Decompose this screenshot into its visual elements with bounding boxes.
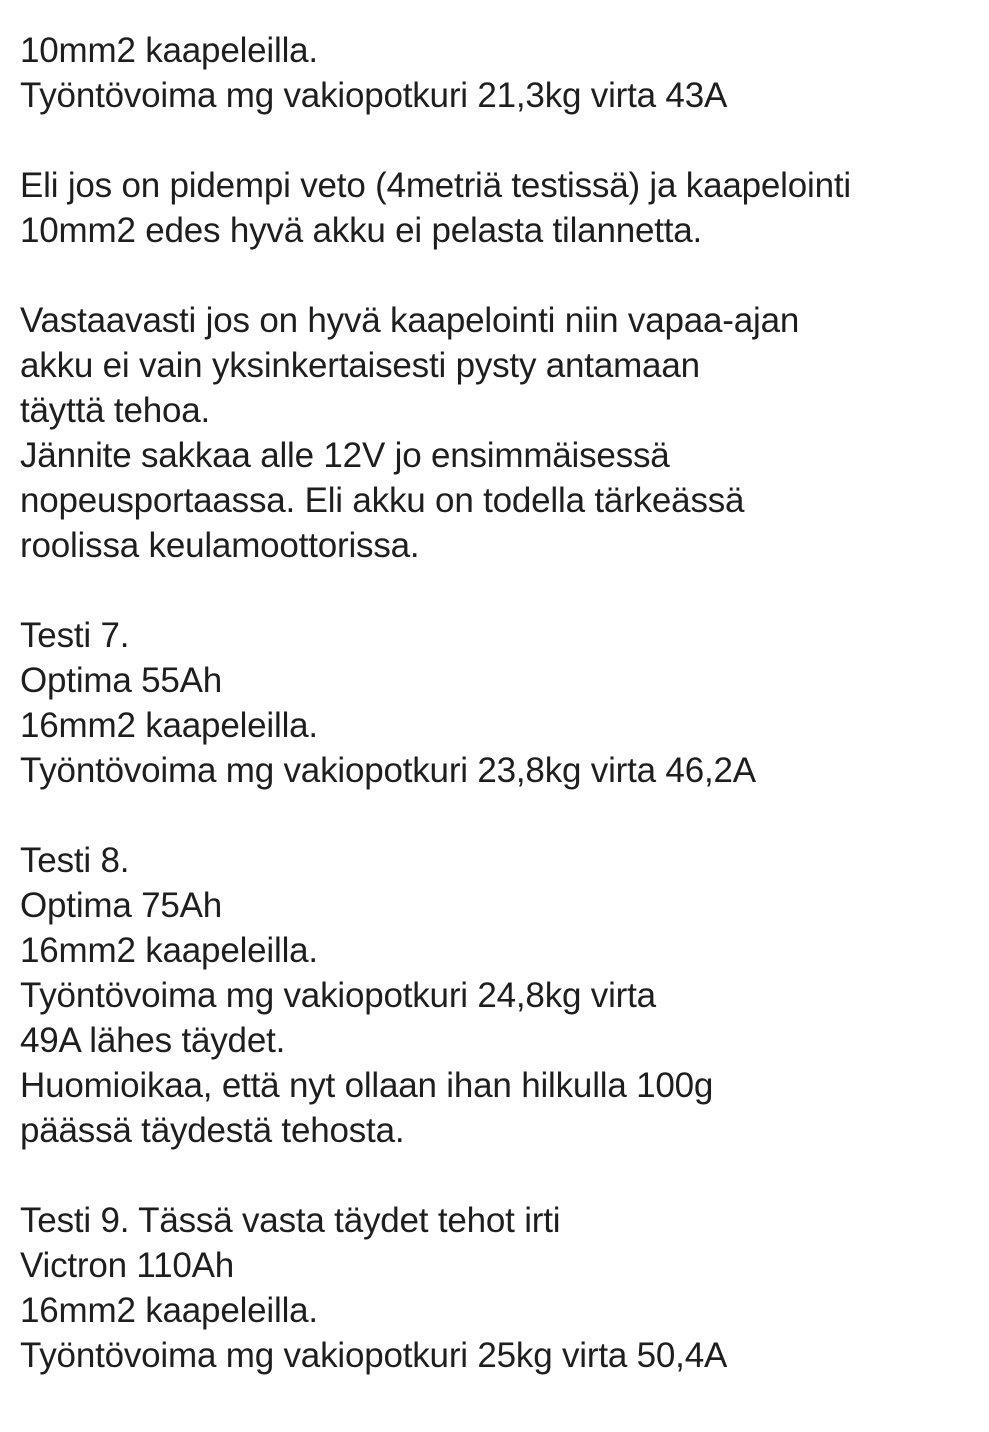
paragraph-gap: [20, 793, 975, 838]
text-line: 49A lähes täydet.: [20, 1021, 286, 1060]
text-line: Testi 7.: [20, 616, 130, 655]
text-line: Työntövoima mg vakiopotkuri 23,8kg virta 46,2A: [20, 751, 756, 790]
text-line: roolissa keulamoottorissa.: [20, 526, 420, 565]
text-line: Huomioikaa, että nyt ollaan ihan hilkulla 100g: [20, 1066, 714, 1105]
text-line: Victron 110Ah: [20, 1246, 235, 1285]
paragraph: [20, 298, 975, 568]
paragraph: [20, 163, 975, 253]
paragraph: [20, 28, 975, 118]
paragraph-gap: [20, 1153, 975, 1198]
text-line: Työntövoima mg vakiopotkuri 24,8kg virta: [20, 976, 656, 1015]
text-line: Testi 8.: [20, 841, 130, 880]
text-line: akku ei vain yksinkertaisesti pysty antamaan: [20, 346, 700, 385]
paragraph-gap: [20, 253, 975, 298]
text-line: 10mm2 edes hyvä akku ei pelasta tilannetta.: [20, 211, 703, 250]
text-line: päässä täydestä tehosta.: [20, 1111, 405, 1150]
text-line: 16mm2 kaapeleilla.: [20, 931, 318, 970]
text-line: nopeusportaassa. Eli akku on todella tärkeässä: [20, 481, 745, 520]
paragraph-gap: [20, 568, 975, 613]
paragraph: [20, 1198, 975, 1378]
text-line: Työntövoima mg vakiopotkuri 21,3kg virta 43A: [20, 76, 728, 115]
text-line: Optima 75Ah: [20, 886, 223, 925]
text-line: Testi 9. Tässä vasta täydet tehot irti: [20, 1201, 561, 1240]
text-line: täyttä tehoa.: [20, 391, 211, 430]
paragraph-gap: [20, 118, 975, 163]
text-line: Optima 55Ah: [20, 661, 223, 700]
text-line: Jännite sakkaa alle 12V jo ensimmäisessä: [20, 436, 670, 475]
note-text: [20, 28, 975, 1378]
text-line: 16mm2 kaapeleilla.: [20, 1291, 318, 1330]
text-line: Eli jos on pidempi veto (4metriä testissä) ja kaapelointi: [20, 166, 851, 205]
text-line: Vastaavasti jos on hyvä kaapelointi niin vapaa-ajan: [20, 301, 800, 340]
paragraph: [20, 838, 975, 1153]
paragraph: [20, 613, 975, 793]
text-line: 16mm2 kaapeleilla.: [20, 706, 318, 745]
text-line: Työntövoima mg vakiopotkuri 25kg virta 50,4A: [20, 1336, 728, 1375]
text-line: 10mm2 kaapeleilla.: [20, 31, 318, 70]
